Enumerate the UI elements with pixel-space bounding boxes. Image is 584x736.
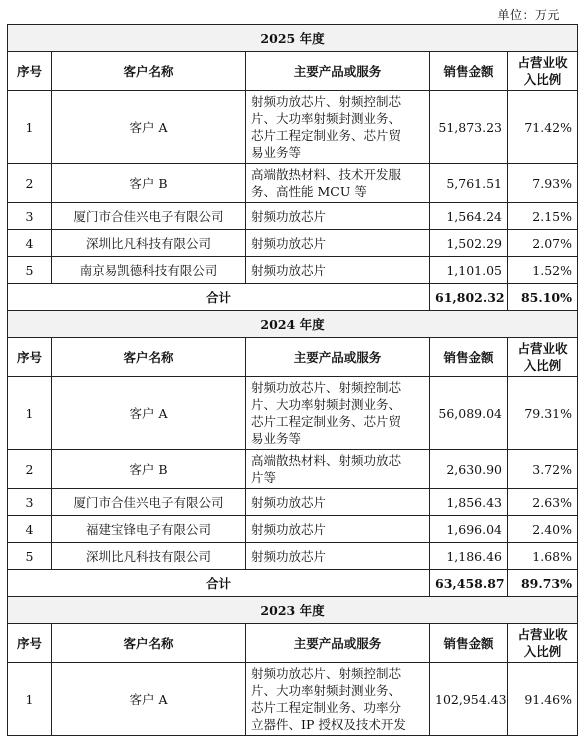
products-cell: 高端散热材料、技术开发服 务、高性能 MCU 等 [246, 164, 430, 203]
header-customer: 客户名称 [52, 338, 246, 377]
table-row: 2 客户 B 高端散热材料、射频功放芯 片等 2,630.90 3.72% [8, 450, 578, 489]
section-2025 [8, 25, 578, 311]
customer-sales-table [7, 24, 578, 736]
header-ratio: 占营业收 入比例 [508, 338, 578, 377]
section-year-title: 2023 年度 [8, 597, 578, 624]
table-row: 1 客户 A 射频功放芯片、射频控制芯 片、大功率射频封测业务、 芯片工程定制业务、芯片贸 易业务等 51,873.23 71.42% [8, 91, 578, 164]
table-row: 3 厦门市合佳兴电子有限公司 射频功放芯片 1,564.24 2.15% [8, 203, 578, 230]
table-row: 5 南京易凯德科技有限公司 射频功放芯片 1,101.05 1.52% [8, 257, 578, 284]
table-row: 3 厦门市合佳兴电子有限公司 射频功放芯片 1,856.43 2.63% [8, 489, 578, 516]
products-cell: 高端散热材料、射频功放芯 片等 [246, 450, 430, 489]
header-row [8, 624, 578, 663]
header-amount: 销售金额 [430, 52, 508, 91]
header-idx: 序号 [8, 338, 52, 377]
header-row [8, 338, 578, 377]
total-row: 合计 63,458.87 89.73% [8, 570, 578, 597]
table-row: 1 客户 A 射频功放芯片、射频控制芯 片、大功率射频封测业务、 芯片工程定制业务、芯片贸 易业务等 56,089.04 79.31% [8, 377, 578, 450]
header-amount: 销售金额 [430, 338, 508, 377]
header-customer: 客户名称 [52, 52, 246, 91]
header-idx: 序号 [8, 624, 52, 663]
header-products: 主要产品或服务 [246, 624, 430, 663]
table-row: 4 福建宝锋电子有限公司 射频功放芯片 1,696.04 2.40% [8, 516, 578, 543]
products-cell: 射频功放芯片、射频控制芯 片、大功率射频封测业务、 芯片工程定制业务、芯片贸 易业务等 [246, 377, 430, 450]
header-customer: 客户名称 [52, 624, 246, 663]
table-row: 1 客户 A 射频功放芯片、射频控制芯 片、大功率射频封测业务、 芯片工程定制业务、功率分 立器件、IP 授权及技术开发 102,954.43 91.46% [8, 663, 578, 736]
header-ratio: 占营业收 入比例 [508, 624, 578, 663]
header-row [8, 52, 578, 91]
header-products: 主要产品或服务 [246, 52, 430, 91]
products-cell: 射频功放芯片、射频控制芯 片、大功率射频封测业务、 芯片工程定制业务、芯片贸 易业务等 [246, 91, 430, 164]
unit-label: 单位：万元 [497, 8, 560, 22]
section-year-title: 2025 年度 [8, 25, 578, 52]
header-products: 主要产品或服务 [246, 338, 430, 377]
section-2023 [8, 597, 578, 736]
products-cell: 射频功放芯片、射频控制芯 片、大功率射频封测业务、 芯片工程定制业务、功率分 立器件、IP 授权及技术开发 [246, 663, 430, 736]
section-year-title: 2024 年度 [8, 311, 578, 338]
header-idx: 序号 [8, 52, 52, 91]
table-row: 4 深圳比凡科技有限公司 射频功放芯片 1,502.29 2.07% [8, 230, 578, 257]
header-ratio: 占营业收 入比例 [508, 52, 578, 91]
table-row: 5 深圳比凡科技有限公司 射频功放芯片 1,186.46 1.68% [8, 543, 578, 570]
table-row: 2 客户 B 高端散热材料、技术开发服 务、高性能 MCU 等 5,761.51 7.93% [8, 164, 578, 203]
header-amount: 销售金额 [430, 624, 508, 663]
section-2024 [8, 311, 578, 597]
total-row: 合计 61,802.32 85.10% [8, 284, 578, 311]
